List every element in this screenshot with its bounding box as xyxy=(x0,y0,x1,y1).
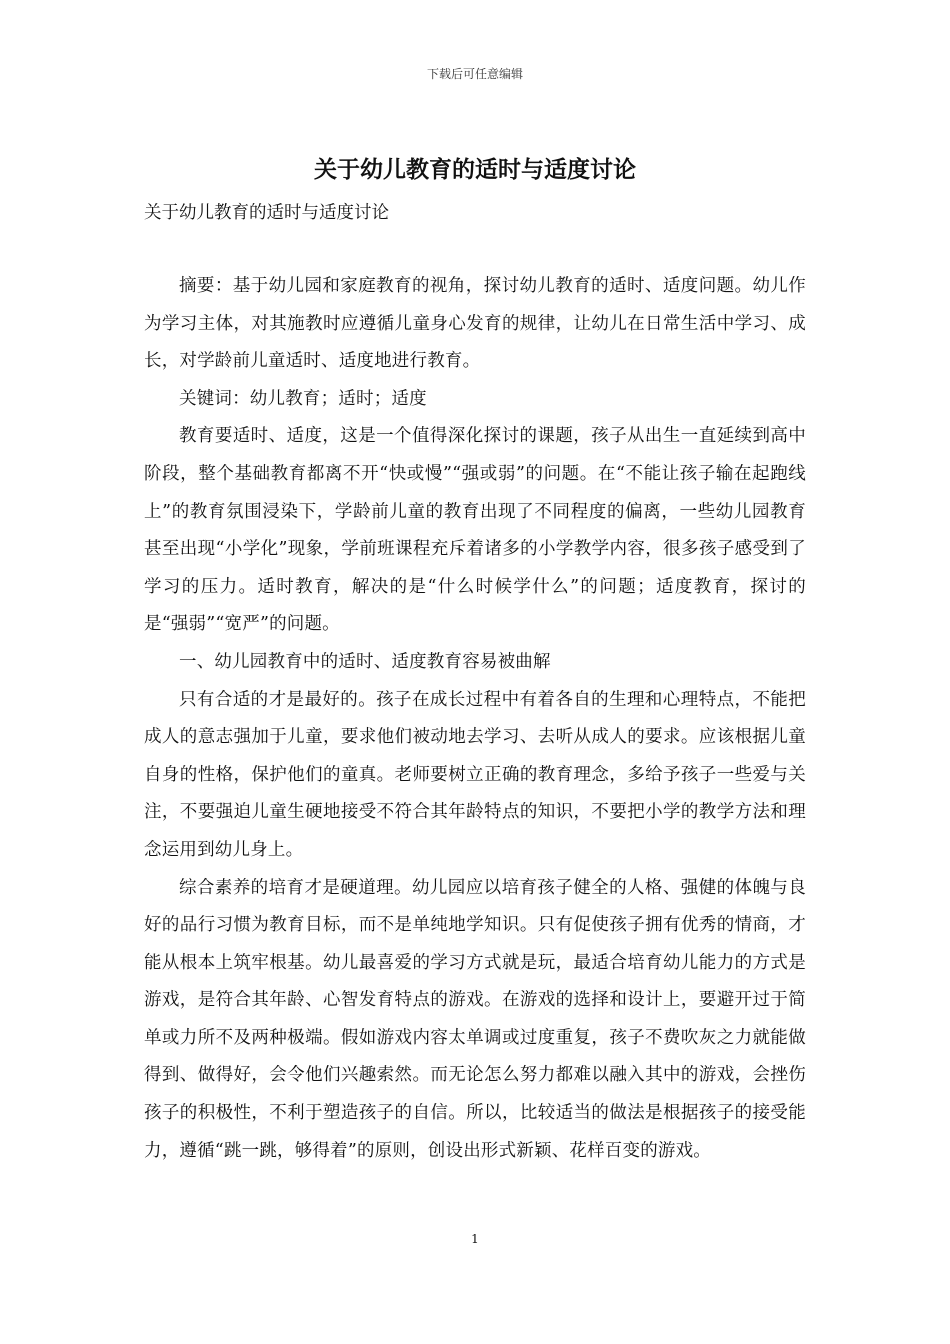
keywords-paragraph: 关键词：幼儿教育；适时；适度 xyxy=(179,388,427,409)
body-paragraph: 只有合适的才是最好的。孩子在成长过程中有着各自的生理和心理特点，不能把成人的意志强加于儿童，要求他们被动地去学习、去听从成人的要求。应该根据儿童自身的性格，保护他们的童真。老师要树立正确的教育理念，多给予孩子一些爱与关注，不要强迫儿童生硬地接受不符合其年龄特点的知识，不要把小学的教学方法和理念运用到幼儿身上。 xyxy=(144,689,806,860)
header-note: 下载后可任意编辑 xyxy=(426,67,523,81)
document-title: 关于幼儿教育的适时与适度讨论 xyxy=(314,157,636,183)
intro-paragraph: 教育要适时、适度，这是一个值得深化探讨的课题，孩子从出生一直延续到高中阶段，整个基础教育都离不开“快或慢”“强或弱”的问题。在“不能让孩子输在起跑线上”的教育氛围浸染下，学龄前儿童的教育出现了不同程度的偏离，一些幼儿园教育甚至出现“小学化”现象，学前班课程充斥着诸多的小学教学内容，很多孩子感受到了学习的压力。适时教育，解决的是“什么时候学什么”的问题；适度教育，探讨的是“强弱”“宽严”的问题。 xyxy=(144,426,806,635)
body-paragraph: 综合素养的培育才是硬道理。幼儿园应以培育孩子健全的人格、强健的体魄与良好的品行习惯为教育目标，而不是单纯地学知识。只有促使孩子拥有优秀的情商，才能从根本上筑牢根基。幼儿最喜爱的学习方式就是玩，最适合培育幼儿能力的方式是游戏，是符合其年龄、心智发育特点的游戏。在游戏的选择和设计上，要避开过于简单或力所不及两种极端。假如游戏内容太单调或过度重复，孩子不费吹灰之力就能做得到、做得好，会令他们兴趣索然。而无论怎么努力都难以融入其中的游戏，会挫伤孩子的积极性，不利于塑造孩子的自信。所以，比较适当的做法是根据孩子的接受能力，遵循“跳一跳，够得着”的原则，创设出形式新颖、花样百变的游戏。 xyxy=(144,877,806,1161)
section-heading: 一、幼儿园教育中的适时、适度教育容易被曲解 xyxy=(179,651,551,672)
page-number: 1 xyxy=(471,1232,479,1246)
document-subtitle: 关于幼儿教育的适时与适度讨论 xyxy=(144,203,389,223)
abstract-paragraph: 摘要：基于幼儿园和家庭教育的视角，探讨幼儿教育的适时、适度问题。幼儿作为学习主体，对其施教时应遵循儿童身心发育的规律，让幼儿在日常生活中学习、成长，对学龄前儿童适时、适度地进行教育。 xyxy=(144,276,806,372)
document-body xyxy=(144,268,806,1170)
